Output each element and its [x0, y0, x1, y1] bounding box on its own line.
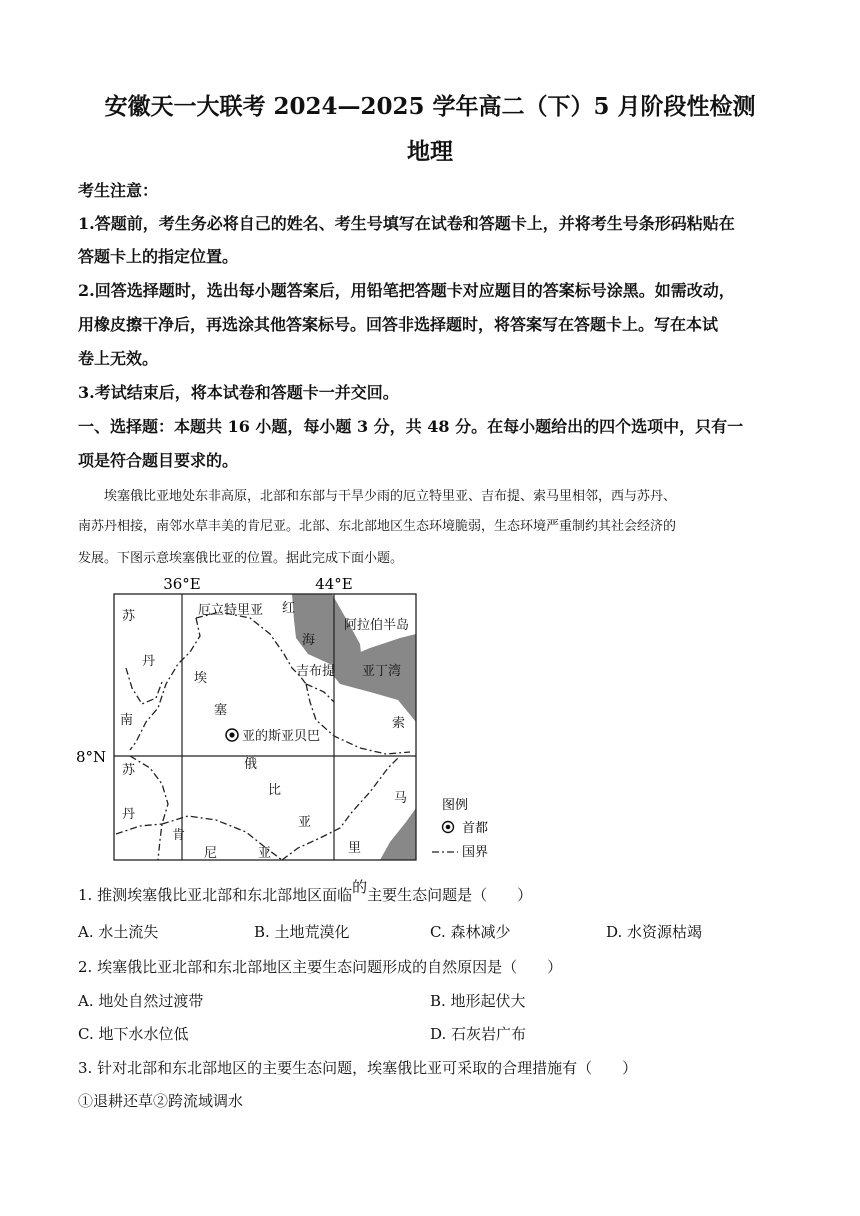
question-3-sub: ①退耕还草②跨流域调水: [78, 1092, 244, 1110]
label-sudan-2: 丹: [142, 654, 156, 669]
label-red-sea-1: 红: [282, 601, 296, 616]
label-sudan-3: 南: [120, 713, 134, 728]
question-2-option-b: B. 地形起伏大: [430, 992, 526, 1010]
notice-item2-line2: 用橡皮擦干净后，再选涂其他答案标号。回答非选择题时，将答案写在答题卡上。写在本试: [78, 315, 719, 334]
legend-title: 图例: [442, 798, 469, 813]
question-2-option-d: D. 石灰岩广布: [430, 1025, 527, 1043]
question-3-stem: 3. 针对北部和东北部地区的主要生态问题，埃塞俄比亚可采取的合理措施有（ ）: [78, 1059, 638, 1077]
label-capital: 亚的斯亚贝巴: [242, 729, 321, 744]
label-eritrea: 厄立特里亚: [198, 603, 264, 618]
label-kenya-2: 尼: [204, 846, 218, 861]
legend-border-label: 国界: [462, 845, 489, 860]
label-44e: 44°E: [315, 575, 353, 593]
material-line1: 埃塞俄比亚地处东非高原，北部和东部与干旱少雨的厄立特里亚、吉布提、索马里相邻，西与苏丹、: [104, 489, 677, 504]
question-2-option-a: A. 地处自然过渡带: [78, 992, 204, 1010]
label-sudan-1: 苏: [122, 609, 136, 624]
notice-item1-line2: 答题卡上的指定位置。: [78, 247, 239, 266]
section1-line1: 一、选择题：本题共 16 小题，每小题 3 分，共 48 分。在每小题给出的四个选项中，只有一: [78, 417, 744, 436]
label-36e: 36°E: [163, 575, 201, 593]
ethiopia-location-map: [70, 572, 510, 872]
question-1-stem-sup: 的: [352, 878, 368, 896]
question-1-option-c: C. 森林减少: [430, 923, 511, 941]
label-somalia-3: 里: [348, 841, 362, 856]
question-2-stem: 2. 埃塞俄比亚北部和东北部地区主要生态问题形成的自然原因是（ ）: [78, 958, 563, 976]
question-1-option-b: B. 土地荒漠化: [254, 923, 350, 941]
question-2-option-c: C. 地下水水位低: [78, 1025, 189, 1043]
capital-marker-dot: [229, 732, 234, 737]
label-kenya-1: 肯: [172, 828, 186, 843]
exam-title: 安徽天一大联考 2024—2025 学年高二（下）5 月阶段性检测: [104, 93, 756, 120]
notice-item2-line1: 2.回答选择题时，选出每小题答案后，用铅笔把答题卡对应题目的答案标号涂黑。如需改动，: [78, 281, 735, 300]
question-1-option-a: A. 水土流失: [78, 923, 159, 941]
label-8n: 8°N: [76, 748, 107, 766]
label-somalia-2: 马: [394, 791, 408, 806]
question-1-stem: [78, 878, 533, 905]
map-frame: [114, 594, 416, 860]
label-gulf-of-aden: 亚丁湾: [362, 664, 402, 679]
question-1-option-d: D. 水资源枯竭: [606, 923, 703, 941]
notice-item2-line3: 卷上无效。: [78, 349, 159, 368]
subject-title: 地理: [407, 138, 453, 165]
material-line2: 南苏丹相接，南邻水草丰美的肯尼亚。北部、东北部地区生态环境脆弱，生态环境严重制约其社会经济的: [78, 519, 677, 534]
question-1-stem-a: 1. 推测埃塞俄比亚北部和东北部地区面临: [78, 886, 353, 904]
section1-line2: 项是符合题目要求的。: [78, 451, 239, 470]
label-red-sea-2: 海: [302, 633, 316, 648]
label-south-sudan-1: 苏: [122, 763, 136, 778]
label-djibouti: 吉布提: [296, 664, 336, 679]
notice-item3: 3.考试结束后，将本试卷和答题卡一并交回。: [78, 383, 399, 402]
label-somalia-1: 索: [392, 716, 406, 731]
indian-ocean-area: [380, 808, 416, 860]
legend-capital-dot: [446, 825, 451, 830]
label-arabian-peninsula: 阿拉伯半岛: [344, 618, 410, 633]
label-ethiopia-1: 埃: [194, 671, 208, 686]
legend-capital-label: 首都: [462, 821, 489, 836]
label-south-sudan-2: 丹: [122, 807, 136, 822]
notice-item1-line1: 1.答题前，考生务必将自己的姓名、考生号填写在试卷和答题卡上，并将考生号条形码粘贴在: [78, 214, 735, 233]
label-ethiopia-5: 亚: [298, 815, 312, 830]
material-line3: 发展。下图示意埃塞俄比亚的位置。据此完成下面小题。: [78, 551, 404, 566]
question-1-stem-b: 主要生态问题是（ ）: [367, 886, 533, 904]
label-ethiopia-2: 塞: [214, 703, 228, 718]
label-ethiopia-3: 俄: [244, 757, 258, 772]
label-kenya-3: 亚: [258, 846, 272, 861]
notice-heading: 考生注意：: [78, 181, 159, 200]
label-ethiopia-4: 比: [268, 783, 282, 798]
